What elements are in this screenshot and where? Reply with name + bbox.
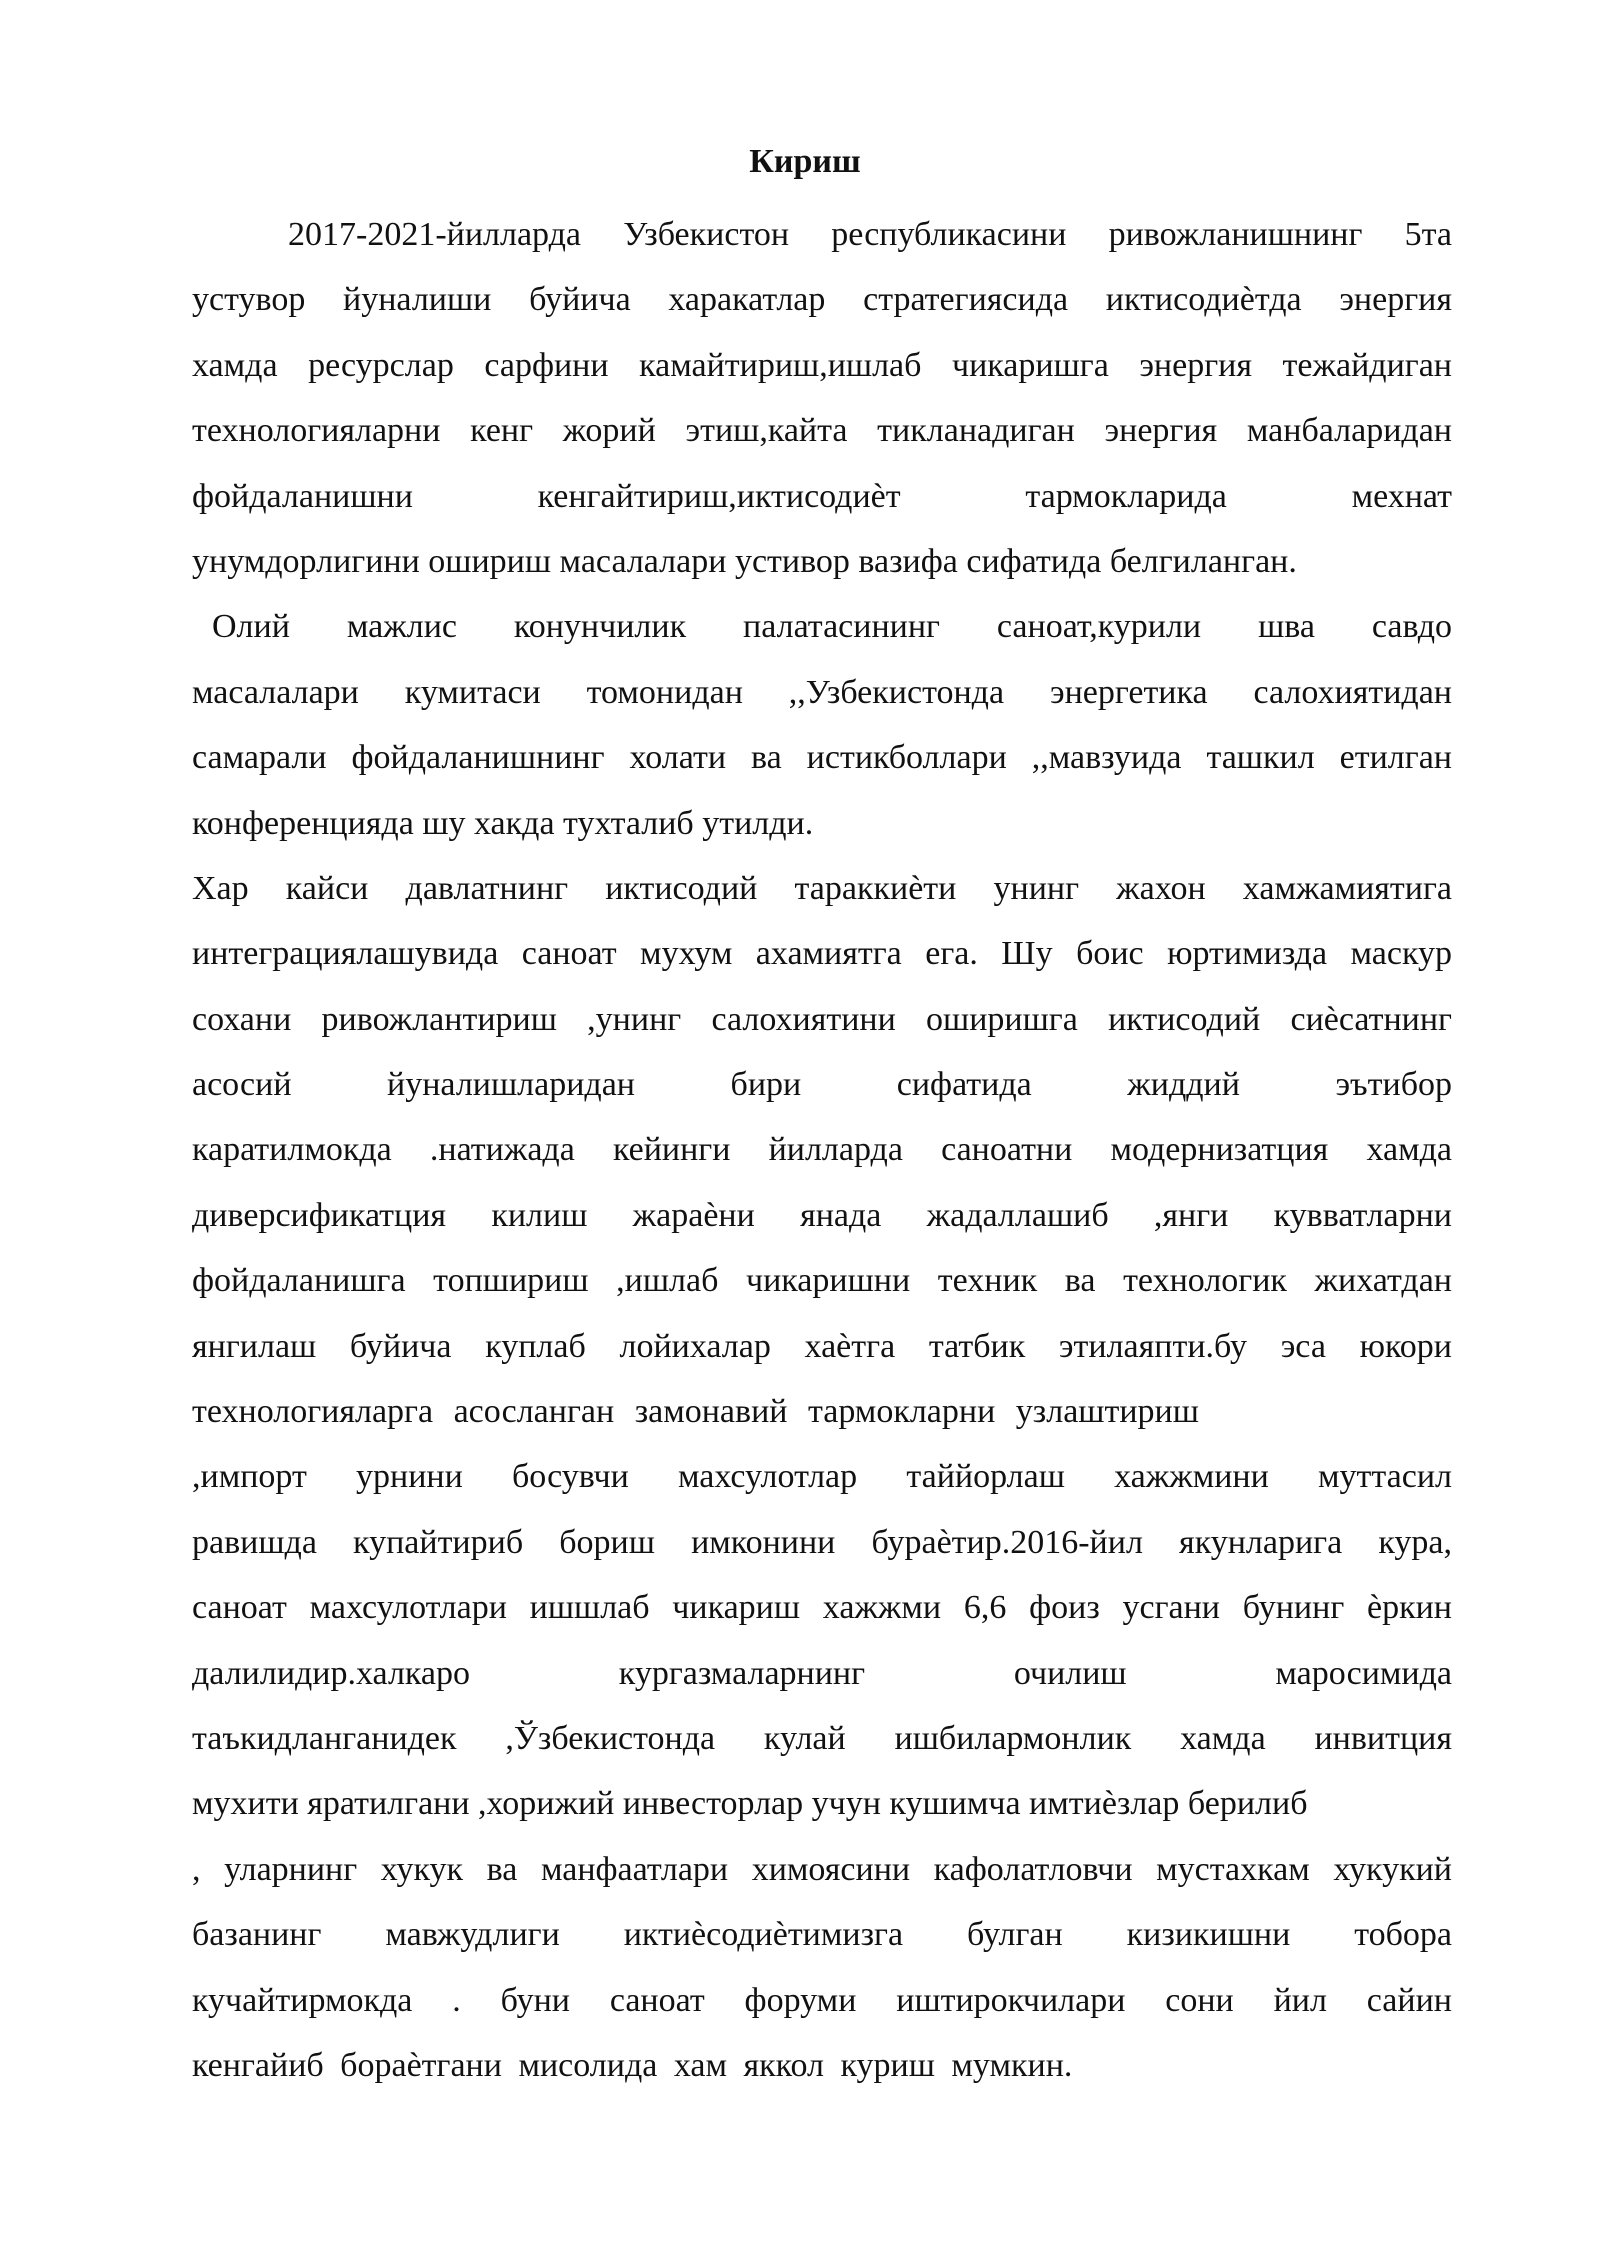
text-line: Олий мажлис конунчилик палатасининг саноат,курили шва савдо — [212, 608, 1452, 646]
text-line: сохани ривожлантириш ,унинг салохиятини оширишга иктисодий сиѐсатнинг — [192, 1000, 1452, 1038]
text-line: масалалари кумитаси томонидан ,,Узбекистонда энергетика салохиятидан — [192, 673, 1452, 711]
text-line: фойдаланишни кенгайтириш,иктисодиѐт тармокларида мехнат — [192, 477, 1452, 515]
text-line: 2017-2021-йилларда Узбекистон республикасини ривожланишнинг 5та — [288, 216, 1452, 253]
text-line: саноат махсулотлари ишшлаб чикариш хажжми 6,6 фоиз усгани бунинг ѐркин — [192, 1589, 1452, 1627]
text-line: мухити яратилгани ,хорижий инвесторлар учун кушимча имтиѐзлар берилиб — [192, 1785, 1308, 1823]
text-line: конференцияда шу хакда тухталиб утилди. — [192, 804, 814, 842]
text-line: самарали фойдаланишнинг холати ва истикболлари ,,мавзуида ташкил етилган — [192, 739, 1452, 777]
text-line: унумдорлигини ошириш масалалари устивор вазифа сифатида белгиланган. — [192, 542, 1297, 580]
text-line: янгилаш буйича куплаб лойихалар хаѐтга татбик этилаяпти.бу эса юкори — [192, 1327, 1452, 1365]
text-line: , уларнинг хукук ва манфаатлари химоясини кафолатловчи мустахкам хукукий — [192, 1850, 1452, 1888]
text-line: диверсификатция килиш жараѐни янада жадаллашиб ,янги кувватларни — [192, 1196, 1452, 1234]
text-line: технологияларни кенг жорий этиш,кайта тикланадиган энергия манбаларидан — [192, 412, 1452, 450]
text-line: базанинг мавжудлиги иктиѐсодиѐтимизга булган кизикишни тобора — [192, 1916, 1452, 1954]
text-line: устувор йуналиши буйича харакатлар стратегиясида иктисодиѐтда энергия — [192, 281, 1452, 319]
text-line: таъкидланганидек ,Ўзбекистонда кулай ишбилармонлик хамда инвитция — [192, 1719, 1452, 1757]
text-line: асосий йуналишларидан бири сифатида жиддий эътибор — [192, 1066, 1452, 1104]
text-line: далилидир.халкаро кургазмаларнинг очилиш маросимида — [192, 1654, 1452, 1692]
text-line: фойдаланишга топшириш ,ишлаб чикаришни техник ва технологик жихатдан — [192, 1262, 1452, 1300]
text-line: хамда ресурслар сарфини камайтириш,ишлаб чикаришга энергия тежайдиган — [192, 346, 1452, 384]
document-title: Кириш — [749, 143, 861, 180]
text-line: Хар кайси давлатнинг иктисодий тараккиѐти унинг жахон хамжамиятига — [192, 869, 1452, 907]
text-line: кучайтирмокда . буни саноат форуми иштирокчилари сони йил сайин — [192, 1981, 1452, 2019]
text-line: ,импорт урнини босувчи махсулотлар таййорлаш хажжмини муттасил — [192, 1458, 1452, 1496]
text-line: интеграциялашувида саноат мухум ахамиятга ега. Шу боис юртимизда маскур — [192, 935, 1452, 973]
text-line: равишда купайтириб бориш имконини бураѐтир.2016-йил якунларига кура, — [192, 1523, 1452, 1561]
document-body — [192, 202, 1452, 2098]
text-line: каратилмокда .натижада кейинги йилларда саноатни модернизатция хамда — [192, 1131, 1452, 1169]
text-line: кенгайиб бораѐтгани мисолида хам яккол куриш мумкин. — [192, 2046, 1073, 2084]
text-line: технологияларга асосланган замонавий тармокларни узлаштириш — [192, 1393, 1199, 1431]
